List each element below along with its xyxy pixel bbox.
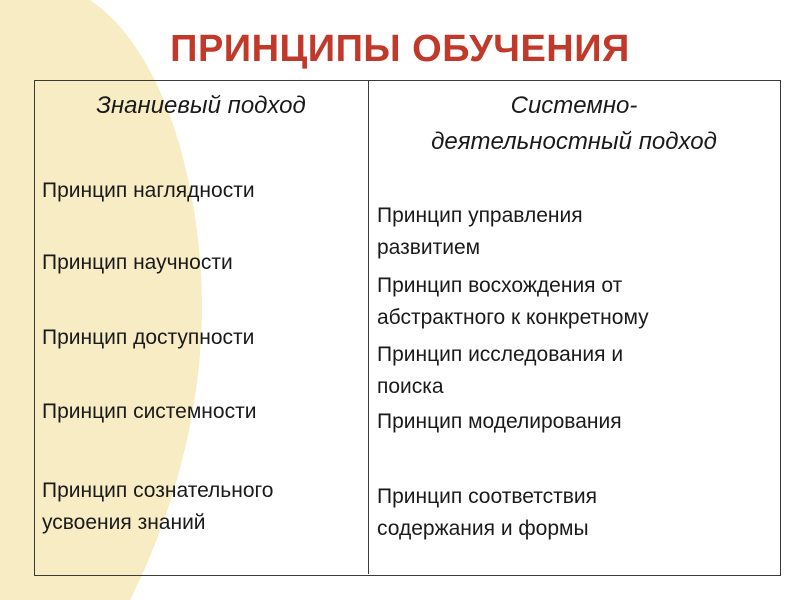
- system-activity-header-line2: деятельностный подход: [431, 128, 717, 155]
- list-item: содержания и формы: [377, 517, 589, 540]
- list-item: Принцип сознательного: [42, 479, 274, 502]
- list-item: Принцип доступности: [42, 326, 255, 349]
- page-title: ПРИНЦИПЫ ОБУЧЕНИЯ: [170, 28, 630, 70]
- list-item: Принцип системности: [42, 400, 257, 423]
- list-item: Принцип соответствия: [377, 485, 597, 508]
- list-item: развитием: [377, 236, 481, 259]
- list-item: усвоения знаний: [42, 511, 206, 534]
- knowledge-approach-header: Знаниевый подход: [96, 92, 306, 119]
- list-item: Принцип восхождения от: [377, 274, 623, 297]
- list-item: Принцип моделирования: [377, 410, 622, 433]
- list-item: поиска: [377, 375, 444, 398]
- list-item: Принцип управления: [377, 204, 583, 227]
- list-item: Принцип наглядности: [42, 179, 255, 202]
- list-item: Принцип исследования и: [377, 343, 624, 366]
- list-item: Принцип научности: [42, 251, 233, 274]
- list-item: абстрактного к конкретному: [377, 306, 649, 329]
- system-activity-header-line1: Системно-: [510, 92, 638, 119]
